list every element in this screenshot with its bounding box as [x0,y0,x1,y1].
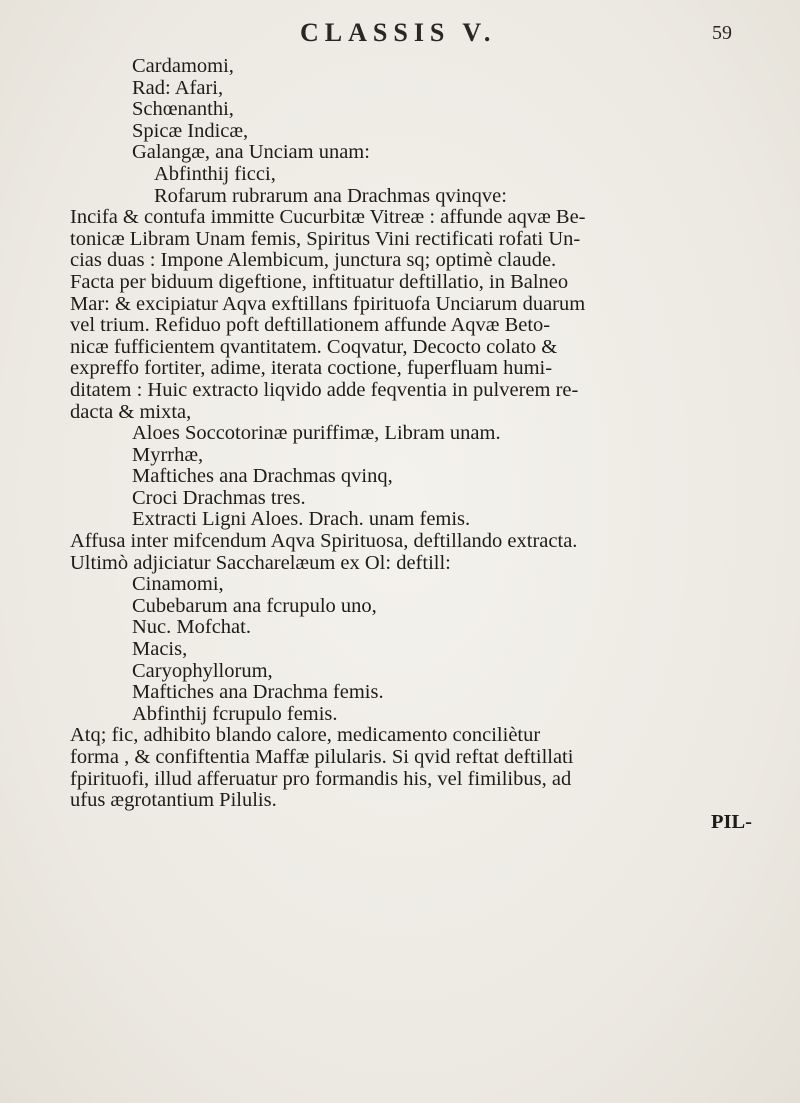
text-line: Mar: & excipiatur Aqva exftillans fpirituofa Unciarum duarum [70,293,586,315]
text-line: Caryophyllorum, [132,660,273,682]
text-line: Myrrhæ, [132,444,204,466]
text-line: Cardamomi, [132,56,234,77]
text-line: expreffo fortiter, adime, iterata coctione, fuperfluam humi- [70,358,553,380]
text-line: Affusa inter mifcendum Aqva Spirituosa, deftillando extracta. [70,531,578,553]
text-line: forma , & confiftentia Maffæ pilularis. Si qvid reftat deftillati [70,747,574,768]
text-line: Maftiches ana Drachma femis. [132,682,384,704]
text-line: dacta & mixta, [70,401,192,423]
text-line: Ultimò adjiciatur Saccharelæum ex Ol: deftill: [70,552,451,574]
text-line: cias duas : Impone Alembicum, junctura sq; optimè claude. [70,250,557,272]
recipe-text [70,56,760,833]
text-line: ditatem : Huic extracto liqvido adde feqventia in pulverem re- [70,379,579,401]
text-line: Cubebarum ana fcrupulo uno, [132,595,377,617]
catchword: PIL- [711,811,752,833]
text-line: Facta per biduum digeftione, inftituatur deftillatio, in Balneo [70,271,569,293]
running-title: CLASSIS V. [300,18,497,47]
running-header [0,14,800,54]
text-line: Aloes Soccotorinæ puriffimæ, Libram unam. [132,423,501,445]
text-line: Extracti Ligni Aloes. Drach. unam femis. [132,509,471,531]
text-line: Nuc. Mofchat. [132,617,251,639]
text-line: Croci Drachmas tres. [132,487,306,509]
page-number: 59 [712,22,732,44]
text-line: nicæ fufficientem qvantitatem. Coqvatur, Decocto colato & [70,336,558,358]
text-line: tonicæ Libram Unam femis, Spiritus Vini rectificati rofati Un- [70,228,581,250]
text-line: Maftiches ana Drachmas qvinq, [132,466,393,488]
text-line: Galangæ, ana Unciam unam: [132,142,370,164]
text-line: vel trium. Refiduo poft deftillationem affunde Aqvæ Beto- [70,315,551,337]
text-line: Abfinthij fcrupulo femis. [132,703,338,725]
text-line: Rofarum rubrarum ana Drachmas qvinqve: [154,185,507,207]
text-line: ufus ægrotantium Pilulis. [70,790,277,812]
text-line: Atq; fic, adhibito blando calore, medicamento conciliètur [70,725,541,747]
text-line: Macis, [132,639,188,661]
text-line: Schœnanthi, [132,99,234,121]
text-line: Spicæ Indicæ, [132,120,249,142]
text-line: fpirituofi, illud afferuatur pro formandis his, vel fimilibus, ad [70,768,572,790]
text-line: Incifa & contufa immitte Cucurbitæ Vitreæ : affunde aqvæ Be- [70,207,586,229]
text-line: Rad: Afari, [132,77,224,99]
text-line: Abfinthij ficci, [154,163,276,185]
text-line: Cinamomi, [132,574,224,596]
